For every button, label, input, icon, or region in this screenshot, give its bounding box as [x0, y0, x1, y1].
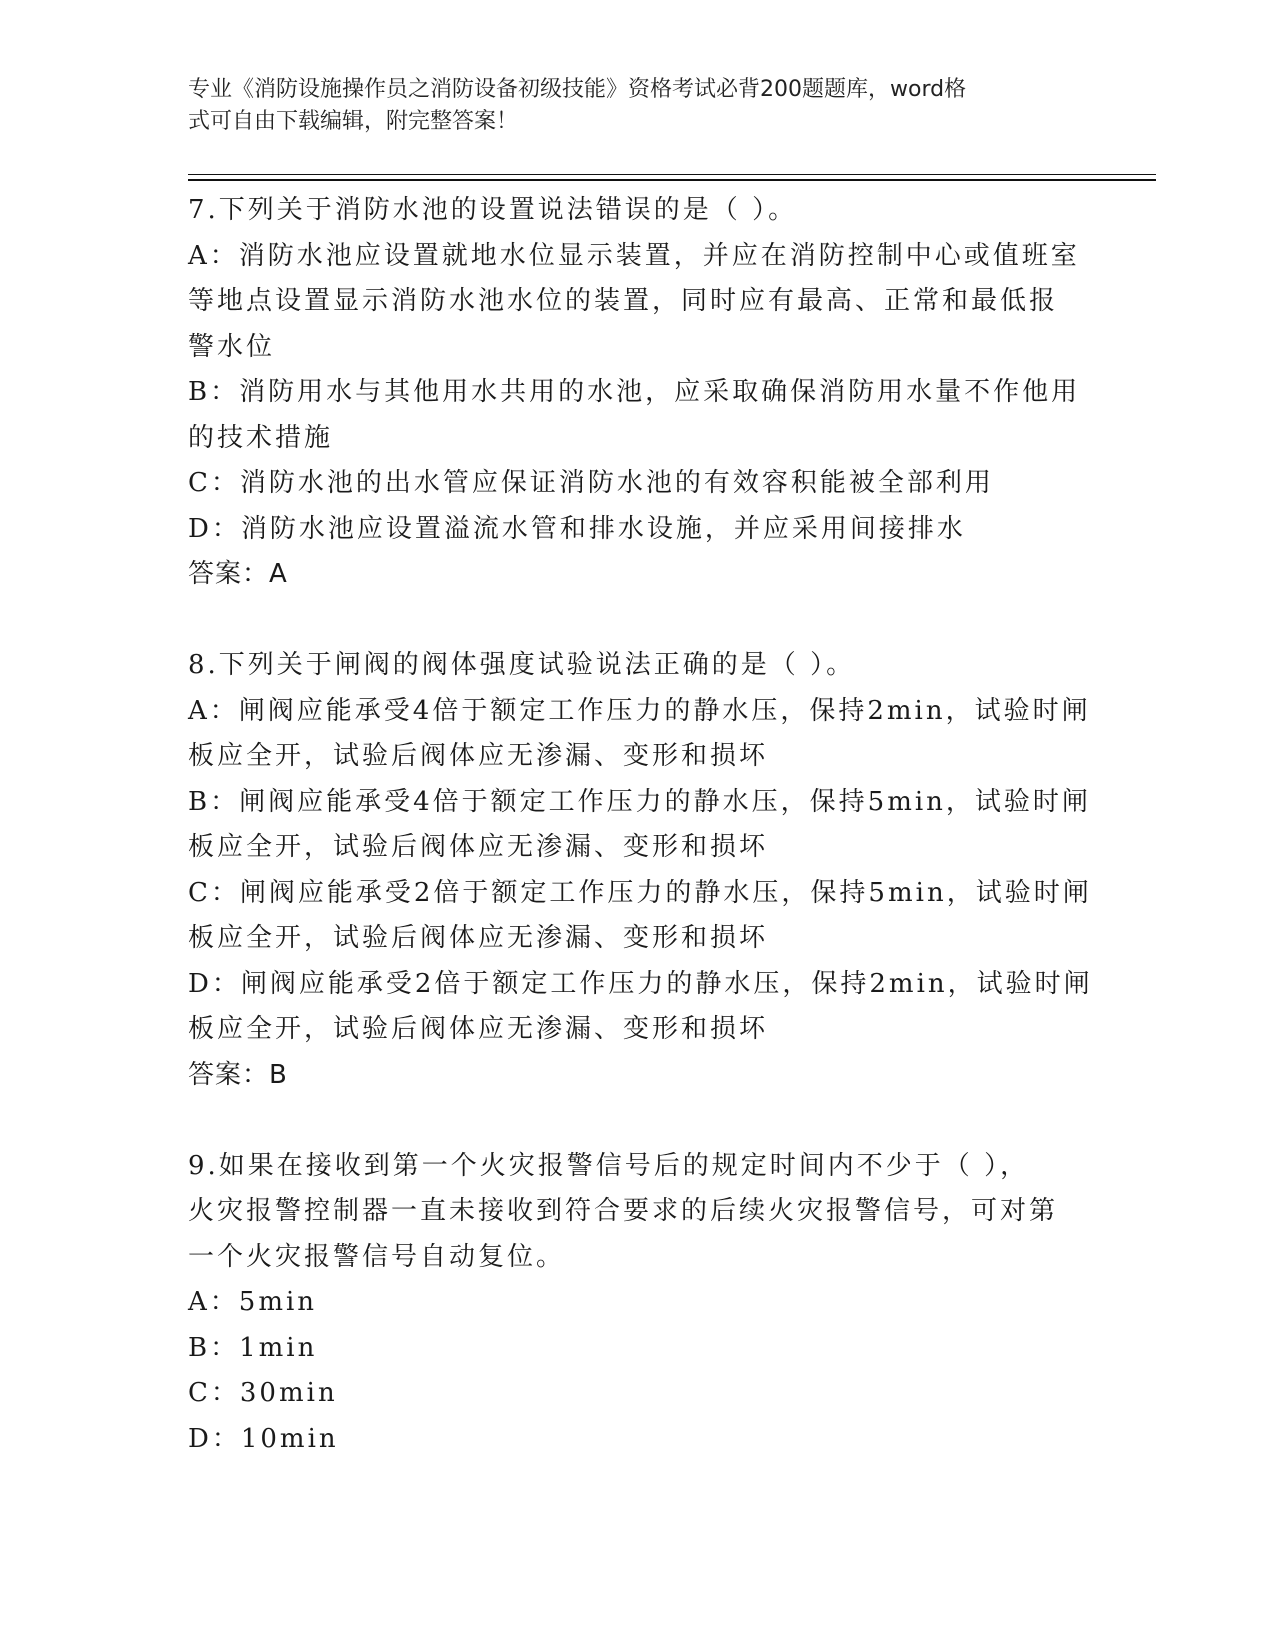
option-line: A：闸阀应能承受4倍于额定工作压力的静水压，保持2min，试验时闸: [188, 695, 1091, 726]
header-rule-thick: [188, 179, 1156, 181]
question-spacer: [188, 1098, 1088, 1144]
option-line: B：消防用水与其他用水共用的水池，应采取确保消防用水量不作他用: [188, 377, 1081, 407]
option-c: [188, 461, 1088, 507]
option-line: D：消防水池应设置溢流水管和排水设施，并应采用间接排水: [188, 513, 966, 544]
option-line: D：10min: [188, 1423, 339, 1454]
option-line: C：消防水池的出水管应保证消防水池的有效容积能被全部利用: [188, 468, 994, 498]
question-stem-line: 8.下列关于闸阀的阀体强度试验说法正确的是（ ）。: [188, 650, 856, 680]
option-line: B：闸阀应能承受4倍于额定工作压力的静水压，保持5min，试验时闸: [188, 786, 1091, 817]
question-3: [188, 1144, 1088, 1463]
option-line: 板应全开，试验后阀体应无渗漏、变形和损坏: [188, 741, 769, 771]
option-line: A：消防水池应设置就地水位显示装置，并应在消防控制中心或值班室: [188, 240, 1080, 271]
option-line: 等地点设置显示消防水池水位的装置，同时应有最高、正常和最低报: [188, 286, 1059, 316]
option-line: 警水位: [188, 331, 276, 362]
option-line: 的技术措施: [188, 422, 334, 453]
option-b: [188, 780, 1091, 871]
option-c: [188, 1371, 1088, 1417]
answer-label: 答案：A: [188, 559, 288, 589]
header-rule-thin: [188, 174, 1156, 175]
option-line: C：30min: [188, 1378, 338, 1408]
option-a: [188, 689, 1091, 780]
option-b: [188, 1326, 1088, 1372]
answer-label: 答案：B: [188, 1059, 288, 1090]
option-a: [188, 234, 1088, 371]
header-line-1: 专业《消防设施操作员之消防设备初级技能》资格考试必背200题题库，word格: [188, 77, 967, 102]
option-d: [188, 507, 1088, 553]
header-line-2: 式可自由下载编辑，附完整答案！: [188, 109, 519, 134]
document-header: [188, 74, 1068, 138]
option-line: B：1min: [188, 1332, 318, 1363]
question-stem-line: 火灾报警控制器一直未接收到符合要求的后续火灾报警信号，可对第: [188, 1196, 1059, 1226]
option-a: [188, 1280, 1088, 1326]
option-line: 板应全开，试验后阀体应无渗漏、变形和损坏: [188, 1014, 769, 1044]
question-list: [188, 188, 1093, 1462]
option-line: 板应全开，试验后阀体应无渗漏、变形和损坏: [188, 832, 769, 862]
option-line: 板应全开，试验后阀体应无渗漏、变形和损坏: [188, 923, 769, 953]
option-line: D：闸阀应能承受2倍于额定工作压力的静水压，保持2min，试验时闸: [188, 968, 1093, 999]
option-b: [188, 370, 1088, 461]
option-d: [188, 1417, 1088, 1463]
option-d: [188, 962, 1093, 1053]
option-c: [188, 871, 1092, 962]
option-line: A：5min: [188, 1287, 318, 1317]
question-spacer: [188, 598, 1088, 644]
question-stem-line: 7.下列关于消防水池的设置说法错误的是（ ）。: [188, 195, 798, 225]
question-1: [188, 188, 1088, 598]
question-2: [188, 643, 1093, 1098]
question-stem-line: 一个火灾报警信号自动复位。: [188, 1241, 566, 1272]
question-stem-line: 9.如果在接收到第一个火灾报警信号后的规定时间内不少于（ ），: [188, 1150, 1030, 1181]
option-line: C：闸阀应能承受2倍于额定工作压力的静水压，保持5min，试验时闸: [188, 877, 1092, 908]
